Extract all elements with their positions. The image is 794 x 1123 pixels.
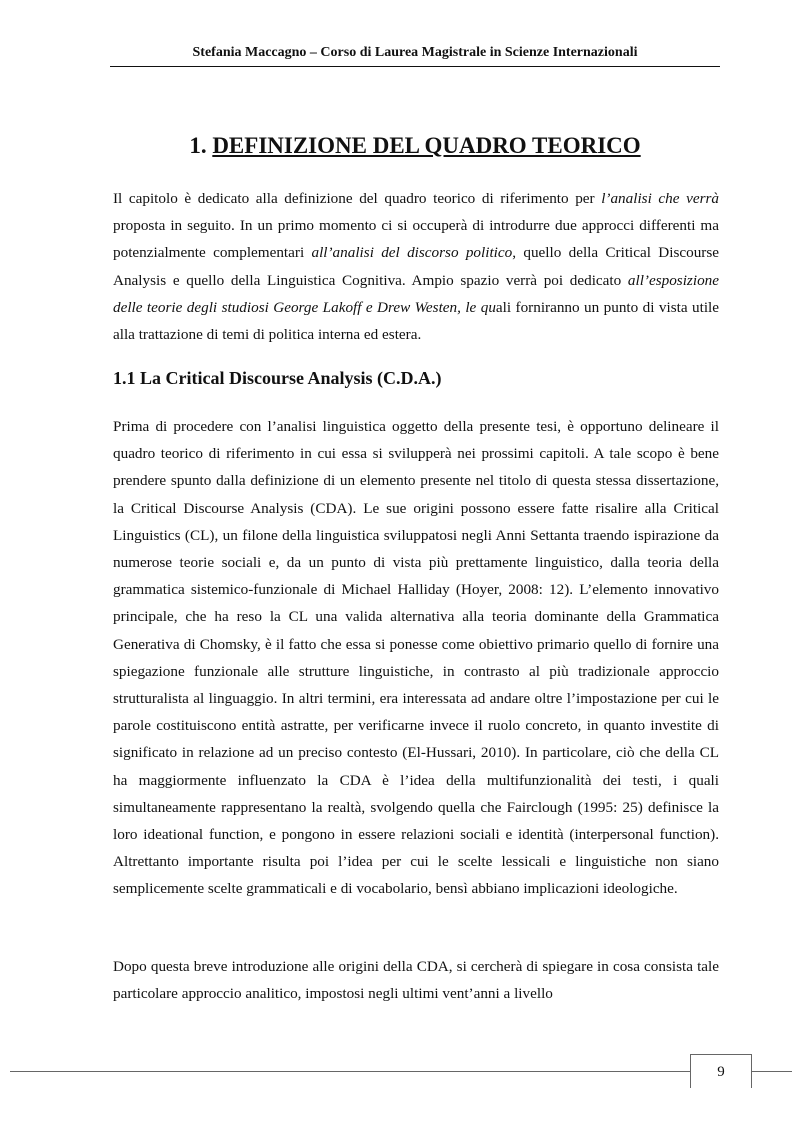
section-title: 1.1 La Critical Discourse Analysis (C.D.A.) xyxy=(113,368,442,388)
intro-text-4: ali forniranno un punto di vista utile alla trattazione di temi di politica interna ed estera. xyxy=(113,298,720,344)
running-header: Stefania Maccagno – Corso di Laurea Magistrale in Scienze Internazionali xyxy=(192,45,638,60)
intro-emphasis-2: all’analisi del discorso politico xyxy=(311,244,513,262)
header-rule xyxy=(110,66,720,67)
intro-text-3: , quello della Critical Discourse Analysis e quello della Linguistica Cognitiva. Ampio spazio verrà poi dedicato xyxy=(113,244,720,289)
chapter-title xyxy=(110,131,720,161)
section-paragraph-1: Prima di procedere con l’analisi linguistica oggetto della presente tesi, è opportuno delineare il quadro teorico di riferimento in cui essa si svilupperà nei prossimi capitoli. A tale scopo è bene prendere spunto dalla definizione di un elemento presente nel titolo di questa stessa dissertazione, la Critical Discourse Analysis (CDA). Le sue origini possono essere fatte risalire alla Critical Linguistics (CL), un filone della linguistica sviluppatosi negli Anni Settanta traendo ispirazione da numerose teorie sociali e, da un punto di vista più prettamente linguistico, dalla teoria della grammatica sistemico-funzionale di Michael Halliday (Hoyer, 2008: 12). L’elemento innovativo principale, che ha reso la CL una valida alternativa alla teoria dominante della Grammatica Generativa di Chomsky, è il fatto che essa si ponesse come obiettivo primario quello di fornire una spiegazione funzionale alle strutture linguistiche, in contrasto al più tradizionale approccio strutturalista al linguaggio. In altri termini, era interessata ad andare oltre l’impostazione per cui le parole costituiscono entità astratte, per verificarne invece il ruolo concreto, in quanto investite di significato in relazione ad un preciso contesto (El-Hussari, 2010). In particolare, ciò che della CL ha maggiormente influenzato la CDA è l’idea della multifunzionalità dei testi, i quali simultaneamente rappresentano la realtà, svolgendo quella che Fairclough (1995: 25) definisce la loro ideational function, e pongono in essere relazioni sociali e identità (interpersonal function). Altrettanto importante risulta poi l’idea per cui le scelte lessicali e linguistiche non siano semplicemente scelte grammaticali e di vocabolario, bensì abbiano implicazioni ideologiche. xyxy=(113,418,719,898)
footer-rule xyxy=(10,1071,690,1072)
intro-emphasis-3: all’esposizione delle teorie degli studiosi George Lakoff e Drew Westen, le qu xyxy=(113,271,719,316)
intro-paragraph xyxy=(113,185,719,348)
intro-text-2: proposta in seguito. In un primo momento ci si occuperà di introdurre due approcci differenti ma potenzialmente complementari xyxy=(113,217,719,262)
chapter-number: 1. xyxy=(189,133,213,158)
chapter-title-text: DEFINIZIONE DEL QUADRO TEORICO xyxy=(212,133,641,158)
intro-text-1: Il capitolo è dedicato alla definizione del quadro teorico di riferimento per xyxy=(113,190,602,207)
intro-emphasis-1: l’analisi che verrà xyxy=(601,190,719,207)
footer-rule-right xyxy=(752,1071,792,1072)
section-paragraph-2: Dopo questa breve introduzione alle origini della CDA, si cercherà di spiegare in cosa consista tale particolare approccio analitico, impostosi negli ultimi vent’anni a livello xyxy=(113,958,719,1003)
page-number: 9 xyxy=(690,1054,752,1088)
